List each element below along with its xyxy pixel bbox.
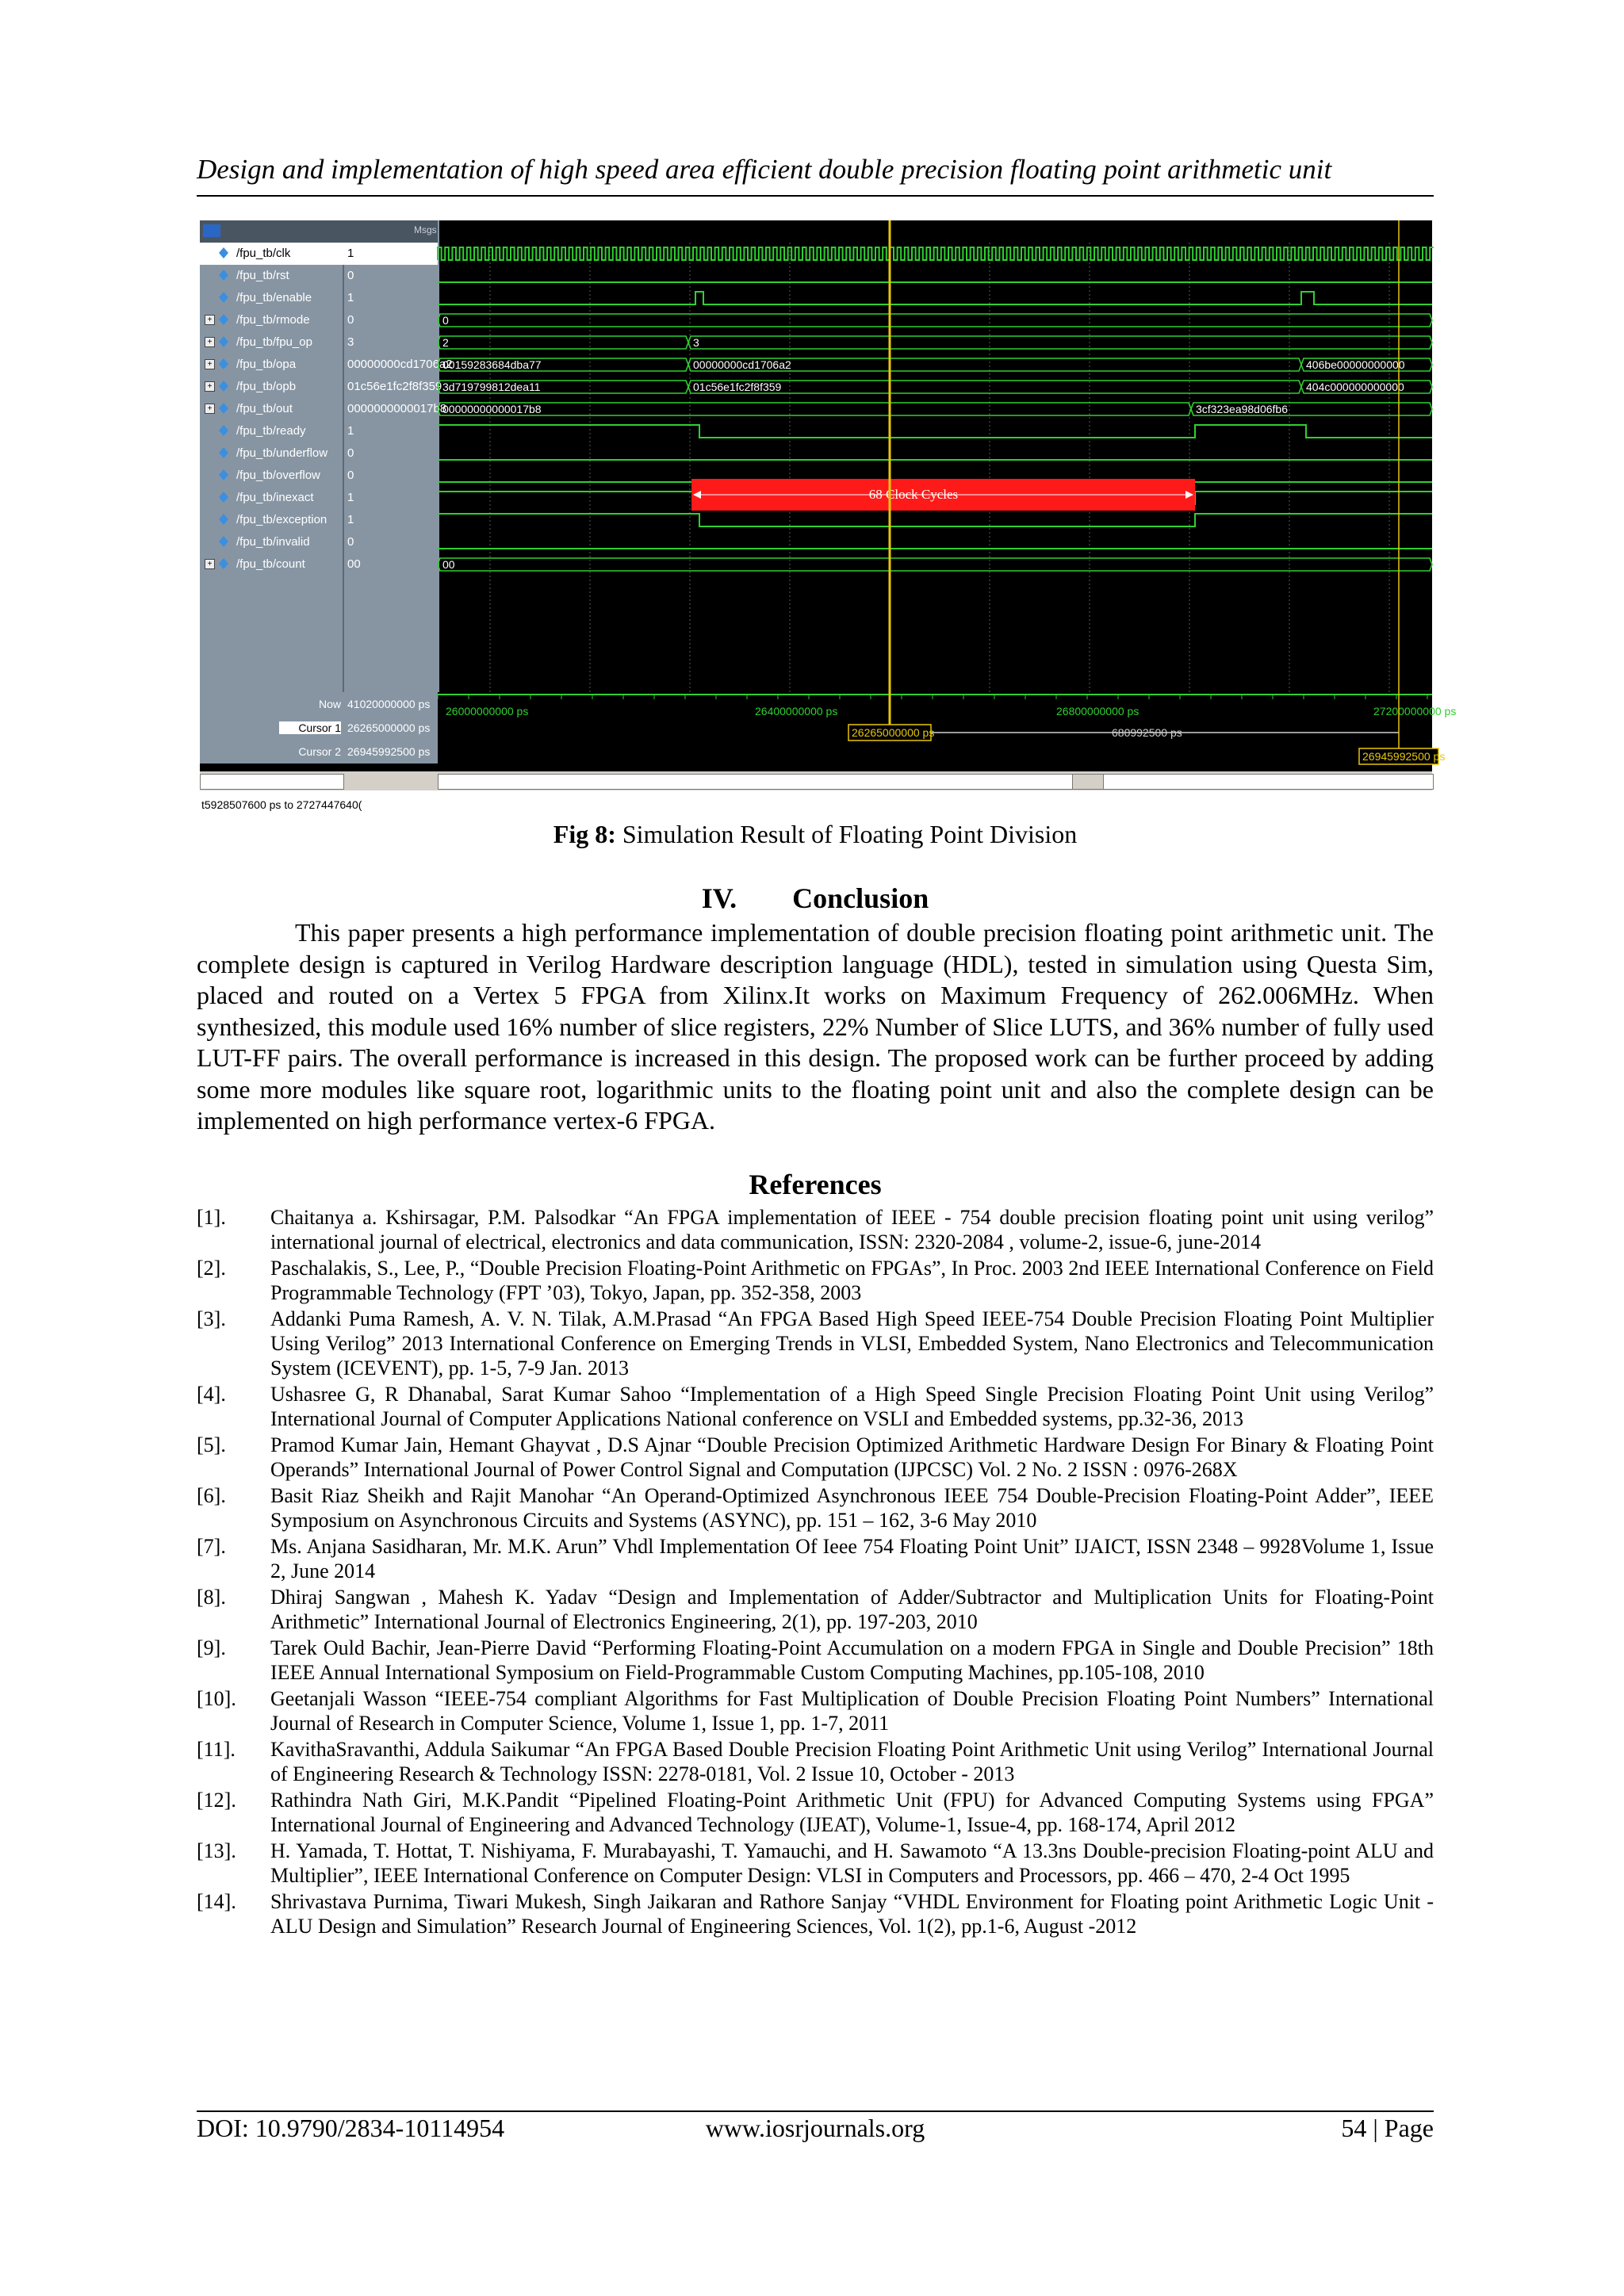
reference-number: [9].: [197, 1636, 226, 1659]
reference-number: [3].: [197, 1307, 226, 1330]
timeline-tick-label: 26800000000 ps: [1056, 705, 1139, 718]
scroll-thumb[interactable]: [1072, 774, 1104, 790]
timeline-tick-label: 26000000000 ps: [446, 705, 529, 718]
figure-caption: [197, 820, 1434, 849]
rmode-bus-value: 0: [442, 314, 449, 327]
timeline-tick-label: 26400000000 ps: [755, 705, 838, 718]
signal-name: /fpu_tb/inexact: [236, 491, 314, 504]
cursor1-label: Cursor 1: [279, 721, 341, 734]
reference-item: [197, 1483, 1434, 1533]
signal-name: /fpu_tb/overflow: [236, 469, 320, 482]
cursor2-label: Cursor 2: [298, 745, 341, 758]
reference-number: [6].: [197, 1484, 226, 1507]
reference-text: Pramod Kumar Jain, Hemant Ghayvat , D.S Ajnar “Double Precision Optimized Arithmetic Hardware Design For Binary & Floating Point Operands” International Journal of Power Control Signal and Computation (IJPCSC) Vol. 2 No. 2 ISSN : 0976-268X: [270, 1433, 1434, 1481]
signal-name: /fpu_tb/underflow: [236, 446, 328, 460]
reference-number: [7].: [197, 1535, 226, 1558]
out-bus-value: 3cf323ea98d06fb6: [1196, 403, 1288, 415]
opa-bus-value: 406be00000000000: [1306, 358, 1405, 371]
signal-value: 0: [347, 269, 354, 282]
opb-bus-value: 01c56e1fc2f8f359: [693, 381, 782, 393]
signal-value: 3: [347, 335, 354, 349]
reference-number: [11].: [197, 1738, 236, 1761]
reference-number: [8].: [197, 1586, 226, 1609]
header-rule: [197, 195, 1434, 197]
out-bus-value: 00000000000017b8: [442, 403, 542, 415]
reference-text: Dhiraj Sangwan , Mahesh K. Yadav “Design and Implementation of Adder/Subtractor and Multiplication Units for Floating-Point Arithmetic” International Journal of Electronics Engineering, 2(1), pp. 197-203, 2010: [270, 1586, 1434, 1633]
fpu-op-bus-value: 2: [442, 336, 449, 349]
signal-name: /fpu_tb/clk: [236, 247, 291, 260]
running-head: Design and implementation of high speed area efficient double precision floating point arithmetic unit: [197, 154, 1332, 185]
reference-number: [12].: [197, 1789, 236, 1812]
reference-text: Rathindra Nath Giri, M.K.Pandit “Pipelined Floating-Point Arithmetic Unit (FPU) for Advanced Computing Systems using FPGA” International Journal of Engineering and Advanced Technology (IJEAT), Volume-1, Issue-4, pp. 168-174, April 2012: [270, 1789, 1434, 1836]
signal-name: /fpu_tb/invalid: [236, 535, 310, 549]
reference-item: [197, 1686, 1434, 1735]
signal-name: /fpu_tb/exception: [236, 513, 327, 526]
name-pane-scrollbar[interactable]: [200, 774, 344, 790]
reference-item: [197, 1788, 1434, 1837]
reference-item: [197, 1307, 1434, 1380]
reference-number: [13].: [197, 1839, 236, 1862]
signal-name: /fpu_tb/opb: [236, 380, 297, 393]
signal-value: 00000000cd1706a2: [347, 358, 453, 371]
timeline-tick-label: 27200000000 ps: [1373, 705, 1457, 718]
section-heading: [197, 882, 1434, 915]
signal-value: 0: [347, 535, 354, 549]
expand-icon[interactable]: +: [205, 404, 215, 414]
signal-value: 0000000000017b8: [347, 402, 447, 415]
caption-text: Simulation Result of Floating Point Division: [622, 820, 1078, 848]
references-heading: References: [749, 1169, 882, 1200]
status-range: t5928507600 ps to 2727447640(: [201, 798, 362, 811]
signal-name: /fpu_tb/fpu_op: [236, 335, 312, 349]
timeline-ruler: [200, 220, 1457, 819]
expand-icon[interactable]: +: [205, 381, 215, 392]
now-value: 41020000000 ps: [347, 698, 431, 710]
caption-label: Fig 8:: [553, 820, 616, 848]
status-bar: [200, 790, 1432, 819]
signal-value: 0: [347, 446, 354, 460]
reference-text: Ms. Anjana Sasidharan, Mr. M.K. Arun” Vhdl Implementation Of Ieee 754 Floating Point Unit” IJAICT, ISSN 2348 – 9928Volume 1, Issue 2, June 2014: [270, 1535, 1434, 1582]
reference-item: [197, 1205, 1434, 1254]
reference-text: Shrivastava Purnima, Tiwari Mukesh, Singh Jaikaran and Rathore Sanjay “VHDL Environment for Floating point Arithmetic Logic Unit - ALU Design and Simulation” Research Journal of Engineering Sciences, Vol. 1(2), pp.1-6, August -2012: [270, 1890, 1434, 1938]
reference-item: [197, 1585, 1434, 1634]
expand-icon[interactable]: +: [205, 559, 215, 569]
opb-bus-value: 404c000000000000: [1306, 381, 1404, 393]
reference-number: [5].: [197, 1433, 226, 1456]
signal-name: /fpu_tb/rmode: [236, 313, 310, 327]
reference-number: [2].: [197, 1257, 226, 1280]
reference-item: [197, 1889, 1434, 1938]
reference-item: [197, 1256, 1434, 1305]
reference-number: [10].: [197, 1687, 236, 1710]
signal-value: 1: [347, 491, 354, 504]
expand-icon[interactable]: +: [205, 359, 215, 369]
signal-value: 01c56e1fc2f8f359: [347, 380, 442, 393]
cursor1-value: 26265000000 ps: [347, 721, 431, 734]
reference-number: [1].: [197, 1206, 226, 1229]
signal-name: /fpu_tb/ready: [236, 424, 306, 438]
horizontal-scrollbar-row[interactable]: [200, 771, 1432, 790]
reference-item: [197, 1534, 1434, 1583]
reference-text: Addanki Puma Ramesh, A. V. N. Tilak, A.M.Prasad “An FPGA Based High Speed IEEE-754 Double Precision Floating Point Multiplier Using Verilog” 2013 International Conference on Emerging Trends in VLSI, Embedded System, Nano Electronics and Telecommunication System (ICEVENT), pp. 1-5, 7-9 Jan. 2013: [270, 1307, 1434, 1380]
reference-text: Ushasree G, R Dhanabal, Sarat Kumar Sahoo “Implementation of a High Speed Single Precision Floating Point Unit using Verilog” International Journal of Computer Applications National conference on VSLI and Embedded systems, pp.32-36, 2013: [270, 1383, 1434, 1430]
reference-text: Chaitanya a. Kshirsagar, P.M. Palsodkar “An FPGA implementation of IEEE - 754 double precision floating point unit using verilog” international journal of electrical, electronics and data communication, ISSN: 2320-2084 , volume-2, issue-6, june-2014: [270, 1206, 1434, 1253]
reference-item: [197, 1737, 1434, 1786]
reference-text: KavithaSravanthi, Addula Saikumar “An FPGA Based Double Precision Floating Point Arithmetic Unit using Verilog” International Journal of Engineering Research & Technology ISSN: 2278-0181, Vol. 2 Issue 10, October - 2013: [270, 1738, 1434, 1785]
cursor-delta-label: 680992500 ps: [1112, 726, 1182, 739]
simulation-waveform-figure: [200, 220, 1457, 819]
expand-icon[interactable]: +: [205, 315, 215, 325]
page-footer: [197, 2114, 1434, 2145]
reference-number: [14].: [197, 1890, 236, 1913]
signal-value: 00: [347, 557, 361, 571]
reference-text: Paschalakis, S., Lee, P., “Double Precision Floating-Point Arithmetic on FPGAs”, In Proc. 2003 2nd IEEE International Conference on Field Programmable Technology (FPT ’03), Tokyo, Japan, pp. 352-358, 2003: [270, 1257, 1434, 1304]
signal-name: /fpu_tb/count: [236, 557, 305, 571]
section-number: IV.: [701, 882, 737, 914]
opa-bus-value: 00000000cd1706a2: [693, 358, 791, 371]
now-label: Now: [318, 698, 341, 710]
opb-bus-value: 3d719799812dea11: [442, 381, 541, 393]
signal-value: 1: [347, 424, 354, 438]
cursor2-tag: 26945992500 ps: [1362, 750, 1446, 763]
reference-item: [197, 1839, 1434, 1888]
clock-cycles-label: 68 Clock Cycles: [868, 487, 959, 502]
reference-item: [197, 1382, 1434, 1431]
fpu-op-bus-value: 3: [693, 336, 699, 349]
reference-list: [197, 1205, 1434, 1940]
signal-value: 0: [347, 469, 354, 482]
wave-pane-scrollbar[interactable]: [438, 774, 1434, 790]
opa-bus-value: 00159283684dba77: [442, 358, 542, 371]
footer-page: 54 | Page: [1341, 2114, 1434, 2142]
reference-text: H. Yamada, T. Hottat, T. Nishiyama, F. Murabayashi, T. Yamauchi, and H. Sawamoto “A 13.3ns Double-precision Floating-point ALU and Multiplier”, IEEE International Conference on Computer Design: VLSI in Computers and Processors, pp. 466 – 470, 2-4 Oct 1995: [270, 1839, 1434, 1887]
signal-value: 1: [347, 291, 354, 304]
cursor1-tag: 26265000000 ps: [852, 726, 935, 739]
footer-site: www.iosrjournals.org: [705, 2114, 925, 2142]
signal-name: /fpu_tb/rst: [236, 269, 289, 282]
reference-text: Basit Riaz Sheikh and Rajit Manohar “An Operand-Optimized Asynchronous IEEE 754 Double-Precision Floating-Point Adder”, IEEE Symposium on Asynchronous Circuits and Systems (ASYNC), pp. 151 – 162, 3-6 May 2010: [270, 1484, 1434, 1532]
reference-number: [4].: [197, 1383, 226, 1406]
expand-icon[interactable]: +: [205, 337, 215, 347]
cursor2-value: 26945992500 ps: [347, 745, 431, 758]
msgs-header-label: Msgs: [414, 224, 437, 235]
count-bus-value: 00: [442, 558, 455, 571]
signal-name: /fpu_tb/enable: [236, 291, 312, 304]
reference-text: Geetanjali Wasson “IEEE-754 compliant Algorithms for Fast Multiplication of Double Precision Floating Point Numbers” International Journal of Research in Computer Science, Volume 1, Issue 1, pp. 1-7, 2011: [270, 1687, 1434, 1735]
signal-value: 0: [347, 313, 354, 327]
signal-name: /fpu_tb/out: [236, 402, 293, 415]
reference-item: [197, 1636, 1434, 1685]
footer-rule: [197, 2110, 1434, 2112]
signal-name: /fpu_tb/opa: [236, 358, 297, 371]
signal-value: 1: [347, 247, 354, 260]
signal-value: 1: [347, 513, 354, 526]
conclusion-text: This paper presents a high performance implementation of double precision floating point arithmetic unit. The complete design is captured in Verilog Hardware description language (HDL), tested in simulation using Questa Sim, placed and routed on a Vertex 5 FPGA from Xilinx.It works on Maximum Frequency of 262.006MHz. When synthesized, this module used 16% number of slice registers, 22% Number of Slice LUTS, and 36% number of fully used LUT-FF pairs. The overall performance is increased in this design. The proposed work can be further proceed by adding some more modules like square root, logarithmic units to the floating point unit and also the complete design can be implemented on high performance vertex-6 FPGA.: [197, 918, 1434, 1135]
conclusion-paragraph: [197, 917, 1434, 1137]
footer-doi: DOI: 10.9790/2834-10114954: [197, 2114, 505, 2142]
reference-text: Tarek Ould Bachir, Jean-Pierre David “Performing Floating-Point Accumulation on a modern FPGA in Single and Double Precision” 18th IEEE Annual International Symposium on Field-Programmable Custom Computing Machines, pp.105-108, 2010: [270, 1636, 1434, 1684]
section-title: Conclusion: [792, 882, 929, 914]
reference-item: [197, 1433, 1434, 1482]
